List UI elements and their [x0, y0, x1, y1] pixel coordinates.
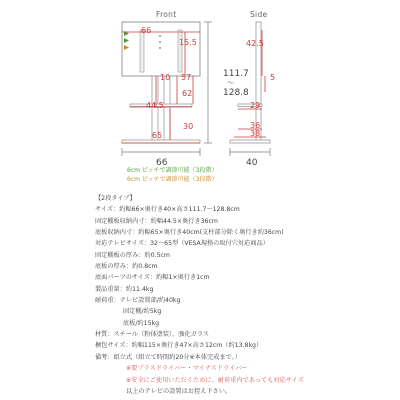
spec-material: 材質：スチール（粉体塗装）、強化ガラス — [95, 331, 210, 339]
dim-base-width: 65 — [152, 131, 163, 140]
spec-package: 梱包サイズ：約幅115×奥行き47×高さ12cm（約13.8kg） — [95, 342, 263, 350]
dim-gap-left: 10 — [160, 73, 171, 82]
spec-shelf-inner: 固定棚板収納内寸：約幅44.5×奥行き36cm — [95, 217, 218, 225]
dim-height-sep: 〜 — [227, 79, 234, 87]
dim-side-top-height: 42.5 — [246, 39, 264, 48]
side-view-title: Side — [250, 10, 268, 19]
spec-shelf-thickness: 固定棚板の厚み：約0.5cm — [95, 251, 170, 259]
dim-side-bracket-depth: 5 — [270, 73, 276, 82]
spec-load-shelf: 固定棚/約5kg — [123, 308, 162, 316]
dim-top-width: 66 — [141, 26, 152, 35]
legend-orange: 6cm ピッチで調節可能（3段階） — [127, 176, 218, 183]
dim-top-shelf-height: 15.5 — [179, 38, 197, 47]
dim-side-shelf-depth: 29 — [250, 101, 261, 110]
dim-shelf-width: 44.5 — [146, 101, 164, 110]
spec-tv-size: 対応テレビサイズ：32〜65型（VESA規格の取付穴対応商品） — [95, 240, 269, 248]
dim-side-total-depth: 40 — [246, 158, 258, 168]
dim-side-lower-depth: 36 — [250, 121, 261, 130]
spec-load-tv: 耐荷重：テレビ設置部/約40kg — [95, 297, 181, 305]
spec-base-thickness: 底板の厚み：約0.8cm — [95, 263, 158, 271]
dim-height-max: 128.8 — [223, 88, 249, 98]
front-view-title: Front — [156, 10, 177, 19]
front-tv-panel — [122, 22, 200, 76]
spec-base-inner: 底板収納内寸：約幅65×奥行き40cm(支柱部分除く奥行き約36cm) — [95, 229, 284, 237]
front-column-right — [164, 76, 170, 142]
side-base-plate — [230, 140, 270, 143]
spec-note-safety-cont: 以上のテレビの設置はお控え下さい。 — [126, 387, 232, 395]
spec-list — [95, 193, 395, 397]
spec-load-base: 底板/約15kg — [123, 319, 160, 327]
front-bracket-right — [178, 30, 182, 72]
dim-total-width: 66 — [156, 158, 168, 168]
spec-foot-size: 底面パーツのサイズ：約幅1×奥行き1cm — [95, 274, 210, 282]
dim-height-min: 111.7 — [223, 69, 249, 79]
legend-green: 6cm ピッチで調節可能（3段階） — [127, 167, 218, 174]
dim-base-height: 30 — [183, 122, 194, 131]
spec-title: 【2段タイプ】 — [95, 195, 136, 202]
spec-weight: 製品重量：約11.4kg — [95, 285, 154, 293]
front-bracket-left — [140, 30, 144, 72]
dim-gap-right: 62 — [182, 89, 193, 98]
dim-gap-center: 57 — [181, 73, 192, 82]
front-adjust-markers — [124, 31, 129, 50]
spec-size: サイズ：約幅66×奥行き40×高さ111.7〜128.8cm — [95, 206, 240, 214]
front-base-plate — [122, 140, 200, 143]
spec-notes: 備考：組立式（組立て時間約20分※本体完成まで。） — [95, 353, 241, 361]
spec-note-safety: ※安全にご使用いただくために、耐荷重内であっても対応サイズ — [126, 376, 304, 384]
spec-note-driver: ※要プラスドライバー・マイナスドライバー — [126, 365, 248, 373]
dim-side-base-depth: 38 — [250, 129, 261, 138]
